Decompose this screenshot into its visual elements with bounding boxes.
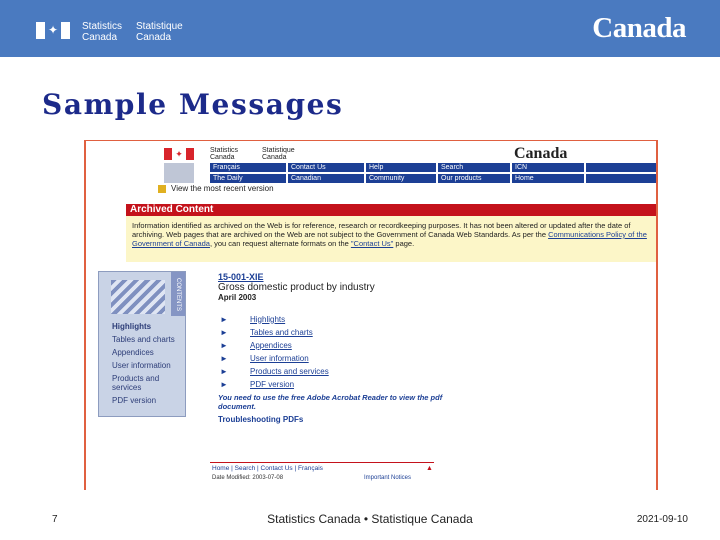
cover-image [111,280,165,314]
list-item[interactable]: ► PDF version [220,379,295,389]
archived-content-heading: Archived Content [126,204,656,216]
statcan-flag-icon: ✦ [164,148,194,160]
arrow-icon: ► [220,327,228,337]
list-item[interactable]: ► Products and services [220,366,329,376]
slide-footer-text: Statistics Canada • Statistique Canada [267,512,473,526]
archived-content-notice: Information identified as archived on the Web is for reference, research or recordkeeping purposes. It has not been altered or updated after the date of archiving. Web pages that are archived on the Web are not subject to the Government of Canada Web Standards. As per the Communications Policy of the Government of Canada, you can request alternate formats on the "Contact Us" page. [126,216,656,262]
nav-search[interactable]: Search [438,163,510,173]
footer-links[interactable]: Home | Search | Contact Us | Français [212,465,323,472]
cover-item[interactable]: Products and services [112,374,160,392]
publication-title: Gross domestic product by industry [218,282,375,293]
recent-version-warning[interactable]: View the most recent version [158,184,274,194]
nav-the-daily[interactable]: The Daily [210,174,286,184]
statcan-chart-logo-icon [164,163,194,183]
list-item[interactable]: ► Tables and charts [220,327,313,337]
slide-banner [0,0,720,57]
arrow-icon: ► [220,340,228,350]
statcan-fip-english: Statistics Canada [210,147,239,161]
list-item[interactable]: ► Appendices [220,340,292,350]
nav-icn[interactable]: ICN [512,163,584,173]
slide-page-number: 7 [52,514,58,525]
nav-products-services[interactable]: Our products [438,174,510,184]
arrow-icon: ► [220,379,228,389]
cover-item[interactable]: Appendices [112,348,154,357]
arrow-icon: ► [220,366,228,376]
nav-contact-us[interactable]: Contact Us [288,163,364,173]
canada-wordmark: Canada [592,12,686,44]
communications-policy-link[interactable]: Communications Policy of the Government of Canada [132,230,647,248]
list-item[interactable]: ► Highlights [220,314,286,324]
webpage-screenshot [84,140,658,490]
publication-date: April 2003 [218,293,257,302]
catalogue-number[interactable]: 15-001-XIE [218,272,264,282]
date-modified: Date Modified: 2003-07-08 [212,475,284,481]
nav-home[interactable]: Home [512,174,584,184]
fip-english: Statistics Canada [82,21,123,43]
cover-item[interactable]: PDF version [112,396,157,405]
arrow-icon: ► [220,314,228,324]
important-notices-link[interactable]: Important Notices [364,475,412,481]
publication-links [220,313,329,391]
cover-contents-tab: CONTENTS [171,272,185,316]
top-of-page-icon[interactable]: ▲ [426,465,433,472]
publication-cover [98,271,186,417]
troubleshooting-pdfs-link[interactable]: Troubleshooting PDFs [218,415,304,424]
arrow-icon: ► [220,353,228,363]
cover-item[interactable]: User information [112,361,171,370]
fip-french: Statistique Canada [136,21,183,43]
cover-item[interactable]: Tables and charts [112,335,175,344]
nav-help[interactable]: Help [366,163,436,173]
nav-spacer [586,174,656,184]
canada-flag-icon: ✦ [36,22,70,39]
slide-footer-date: 2021-09-10 [636,514,688,525]
slide-title: Sample Messages [42,88,344,121]
footer-divider [210,462,434,463]
nav-canadian-statistics[interactable]: Canadian [288,174,364,184]
nav-community-profiles[interactable]: Community [366,174,436,184]
nav-francais[interactable]: Français [210,163,286,173]
cover-contents-list [112,322,186,409]
statcan-wordmark: Canada [514,145,568,162]
statcan-fip-french: Statistique Canada [262,147,295,161]
cover-item[interactable]: Highlights [112,322,152,331]
nav-spacer [586,163,656,173]
pdf-reader-note[interactable]: You need to use the free Adobe Acrobat Reader to view the pdf document. [218,393,443,411]
warning-icon [158,185,166,193]
statcan-nav-bar [210,163,656,184]
list-item[interactable]: ► User information [220,353,309,363]
contact-us-link[interactable]: "Contact Us" [350,239,394,248]
